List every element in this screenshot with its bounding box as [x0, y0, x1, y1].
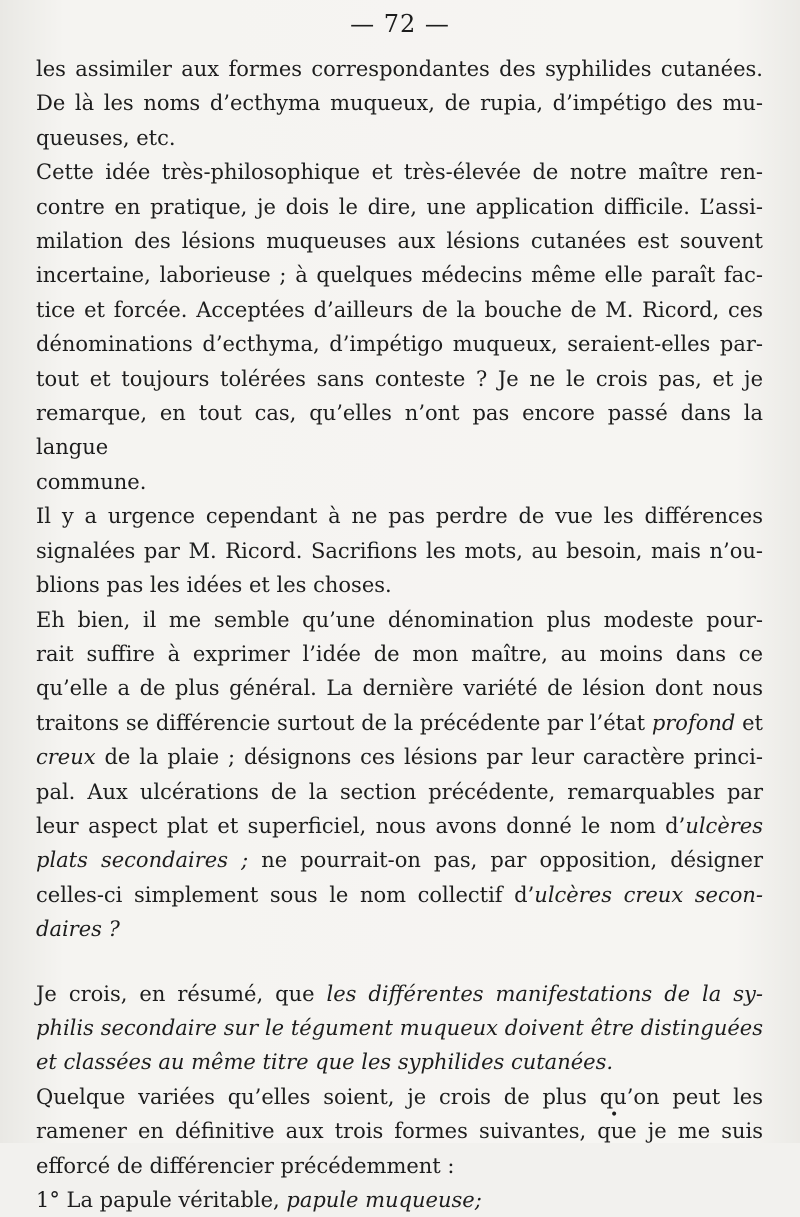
text-line: tout et toujours tolérées sans conteste ? Je ne le crois pas, et je	[36, 366, 763, 391]
italic-term: creux	[36, 745, 96, 770]
text-line	[36, 843, 763, 877]
text-line	[36, 1011, 763, 1045]
text-line: efforcé de différencier précédemment :	[36, 1153, 455, 1178]
text-line: Il y a urgence cependant à ne pas perdre de vue les différences	[36, 504, 763, 529]
paragraph	[36, 1183, 763, 1217]
italic-term: papule muqueuse;	[286, 1188, 482, 1212]
text-line: tice et forcée. Acceptées d’ailleurs de la bouche de M. Ricord, ces	[36, 297, 763, 322]
text-segment: leur aspect plat et superficiel, nous avons donné le nom d’	[36, 813, 686, 838]
text-line: blions pas les idées et les choses.	[36, 573, 392, 598]
text-line: Quelque variées qu’elles soient, je crois de plus qu’on peut les	[36, 1084, 763, 1109]
text-line: qu’elle a de plus général. La dernière variété de lésion dont nous	[36, 676, 763, 701]
text-segment: de la plaie ; désignons ces lésions par leur caractère princi-	[95, 745, 763, 770]
text-line: dénominations d’ecthyma, d’impétigo muqueux, seraient-elles par-	[36, 332, 763, 357]
italic-term: plats secondaires ;	[36, 848, 249, 873]
page-number: — 72 —	[350, 10, 450, 38]
italic-term: philis secondaire sur le tégument muqueux doivent être distinguées	[36, 1015, 763, 1040]
ink-dot: •	[610, 1107, 619, 1123]
paragraph	[36, 52, 763, 155]
text-line: contre en pratique, je dois le dire, une application difficile. L’assi-	[36, 194, 763, 219]
italic-term: et classées au même titre que les syphilides cutanées.	[36, 1050, 614, 1075]
text-line: les assimiler aux formes correspondantes des syphilides cutanées.	[36, 57, 763, 81]
text-segment: traitons se différencie surtout de la précédente par l’état	[36, 710, 646, 735]
text-line	[36, 912, 763, 946]
text-segment: ne pourrait-on pas, par opposition, désigner	[248, 848, 763, 873]
text-segment: et	[735, 710, 763, 735]
text-line: milation des lésions muqueuses aux lésions cutanées est souvent	[36, 229, 763, 254]
text-segment: 1° La papule véritable,	[36, 1188, 280, 1212]
text-line: Cette idée très-philosophique et très-élevée de notre maître ren-	[36, 160, 763, 185]
paragraph	[36, 603, 763, 947]
text-line: ramener en définitive aux trois formes suivantes, que je me suis	[36, 1119, 763, 1144]
text-segment: celles-ci simplement sous le nom collectif d’	[36, 882, 535, 907]
italic-term: daires ?	[36, 917, 120, 942]
paragraph	[36, 499, 763, 602]
text-line: signalées par M. Ricord. Sacrifions les mots, au besoin, mais n’ou-	[36, 538, 763, 563]
text-line	[36, 878, 763, 912]
italic-term: profond	[651, 710, 736, 735]
paragraph	[36, 1080, 763, 1183]
text-line: pal. Aux ulcérations de la section précédente, remarquables par	[36, 779, 763, 804]
italic-term: ulcères	[685, 813, 763, 838]
text-line	[36, 977, 763, 1011]
body-text	[36, 52, 763, 1217]
text-line	[36, 1183, 763, 1217]
paragraph	[36, 977, 763, 1080]
text-line: De là les noms d’ecthyma muqueux, de rupia, d’impétigo des mu-	[36, 91, 763, 116]
text-line	[36, 809, 763, 843]
text-line: commune.	[36, 469, 147, 494]
text-line	[36, 706, 763, 740]
text-line: rait suffire à exprimer l’idée de mon maître, au moins dans ce	[36, 641, 763, 666]
paragraph	[36, 155, 763, 499]
text-line	[36, 740, 763, 774]
text-line	[36, 1045, 763, 1079]
text-segment: Je crois, en résumé, que	[36, 981, 315, 1006]
text-line: queuses, etc.	[36, 125, 176, 150]
italic-term: ulcères creux secon-	[534, 882, 763, 907]
text-line: incertaine, laborieuse ; à quelques médecins même elle paraît fac-	[36, 263, 763, 288]
text-line: Eh bien, il me semble qu’une dénomination plus modeste pour-	[36, 607, 763, 632]
italic-term: les différentes manifestations de la sy-	[326, 981, 763, 1006]
text-line: remarque, en tout cas, qu’elles n’ont pas encore passé dans la langue	[36, 401, 763, 460]
